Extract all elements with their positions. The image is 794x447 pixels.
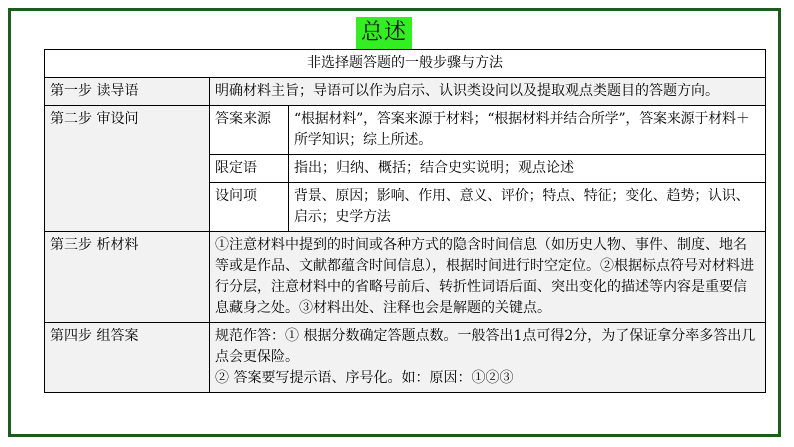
steps-table: [44, 49, 766, 393]
step-content: 规范作答：① 根据分数确定答题点数。一般答出1点可得2分，为了保证拿分率多答出几点会更保险。 ② 答案要写提示语、序号化。如：原因：①②③: [210, 323, 766, 393]
table-row: [45, 232, 766, 323]
sub-content: 指出；归纳、概括；结合史实说明；观点论述: [289, 155, 766, 183]
step-content: 明确材料主旨；导语可以作为启示、认识类设问以及提取观点类题目的答题方向。: [210, 78, 766, 106]
sub-label: 答案来源: [210, 106, 289, 155]
step-label: 第四步 组答案: [45, 323, 210, 393]
sub-label: 设问项: [210, 183, 289, 232]
table-row: [45, 78, 766, 106]
sub-label: 限定语: [210, 155, 289, 183]
table-header-row: [45, 50, 766, 78]
step-label: 第三步 析材料: [45, 232, 210, 323]
table-row: [45, 106, 766, 155]
slide-title: 总述: [356, 17, 412, 49]
table-row: [45, 323, 766, 393]
table-header: 非选择题答题的一般步骤与方法: [45, 50, 766, 78]
step-label: 第二步 审设问: [45, 106, 210, 232]
step-content: ①注意材料中提到的时间或各种方式的隐含时间信息（如历史人物、事件、制度、地名等或是作品、文献都蕴含时间信息），根据时间进行时空定位。②根据标点符号对材料进行分层，注意材料中的省略号前后、转折性词语后面、突出变化的描述等内容是重要信息藏身之处。③材料出处、注释也会是解题的关键点。: [210, 232, 766, 323]
sub-content: 背景、原因；影响、作用、意义、评价；特点、特征；变化、趋势；认识、启示；史学方法: [289, 183, 766, 232]
sub-content: “根据材料”，答案来源于材料；“根据材料并结合所学”，答案来源于材料＋所学知识；综上所述。: [289, 106, 766, 155]
step-label: 第一步 读导语: [45, 78, 210, 106]
